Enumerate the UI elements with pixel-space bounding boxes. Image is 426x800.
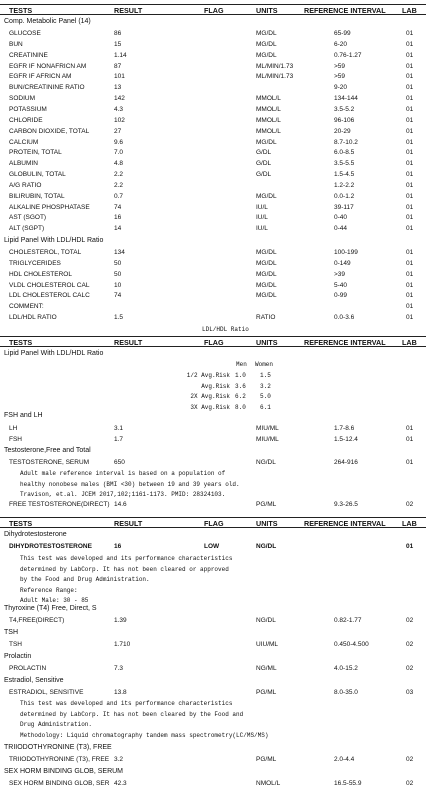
table-row xyxy=(0,117,426,127)
lab-code: 01 xyxy=(406,138,414,146)
lab-code: 01 xyxy=(406,116,414,124)
table-row xyxy=(0,292,426,302)
units-value: IU/L xyxy=(256,214,268,222)
lab-code: 01 xyxy=(406,51,414,59)
risk-men: 3.6 xyxy=(235,382,246,390)
section-title: TSH xyxy=(4,629,18,636)
reference-interval: 39-117 xyxy=(334,203,354,211)
table-row xyxy=(0,425,426,435)
section-title: Testosterone,Free and Total xyxy=(4,447,91,454)
result-value: 16 xyxy=(114,543,122,550)
header-lab: LAB xyxy=(402,338,417,347)
result-value: 3.2 xyxy=(114,756,124,763)
table-row xyxy=(0,314,426,324)
lab-code: 01 xyxy=(406,225,414,233)
note-line: This test was developed and its performance characteristics xyxy=(20,700,233,707)
result-value: 102 xyxy=(114,116,125,124)
reference-interval: 5-40 xyxy=(334,281,348,289)
section-title: TRIIODOTHYRONINE (T3), FREE xyxy=(4,744,112,751)
test-name: BILIRUBIN, TOTAL xyxy=(9,192,65,200)
table-header xyxy=(0,517,426,528)
units-value: PG/ML xyxy=(256,756,277,763)
result-value: 650 xyxy=(114,459,125,466)
result-value: 50 xyxy=(114,259,122,267)
units-value: NG/DL xyxy=(256,617,276,624)
reference-interval: 8.7-10.2 xyxy=(334,138,358,146)
result-value: 50 xyxy=(114,270,122,278)
note-line: Reference Range: xyxy=(20,586,78,594)
reference-interval: 2.0-4.4 xyxy=(334,756,355,763)
table-row xyxy=(0,160,426,170)
risk-label: 1/2 Avg.Risk xyxy=(186,372,230,379)
units-value: MIU/ML xyxy=(256,425,279,432)
risk-men: 6.2 xyxy=(235,393,246,400)
table-row xyxy=(0,73,426,83)
test-name: FREE TESTOSTERONE(DIRECT) xyxy=(9,501,110,508)
lab-code: 01 xyxy=(406,62,414,70)
reference-interval: 16.5-55.9 xyxy=(334,780,362,787)
section-title: SEX HORM BINDING GLOB, SERUM xyxy=(4,768,124,775)
units-value: MG/DL xyxy=(256,259,277,267)
note-line: Drug Administration. xyxy=(20,721,93,728)
test-name: DIHYDROTESTOSTERONE xyxy=(9,543,92,550)
result-value: 13.8 xyxy=(114,689,127,696)
test-name: T4,FREE(DIRECT) xyxy=(9,617,65,624)
test-name: POTASSIUM xyxy=(9,105,47,113)
units-value: IU/L xyxy=(256,225,268,233)
reference-interval: 3.5-5.5 xyxy=(334,160,355,168)
note-line: by the Food and Drug Administration. xyxy=(20,576,150,583)
result-value: 14 xyxy=(114,225,122,233)
test-name: BUN xyxy=(9,40,23,48)
result-value: 4.3 xyxy=(114,105,124,113)
test-name: FSH xyxy=(9,436,22,443)
units-value: MMOL/L xyxy=(256,116,281,124)
units-value: NG/ML xyxy=(256,665,277,672)
header-units: UNITS xyxy=(256,6,278,15)
reference-interval: 100-199 xyxy=(334,249,358,256)
units-value: RATIO xyxy=(256,314,276,322)
test-name: ALKALINE PHOSPHATASE xyxy=(9,203,90,211)
test-name: CALCIUM xyxy=(9,138,39,146)
table-row xyxy=(0,225,426,235)
test-name: EGFR IF NONAFRICN AM xyxy=(9,62,87,70)
reference-interval: 0.0-1.2 xyxy=(334,192,355,200)
test-name: AST (SGOT) xyxy=(9,214,47,222)
reference-interval: 1.5-4.5 xyxy=(334,171,355,179)
note-line: determined by LabCorp. It has not been cleared by the Food and xyxy=(20,710,244,718)
test-name: SODIUM xyxy=(9,95,35,103)
table-row xyxy=(0,282,426,292)
reference-interval: 0.450-4.500 xyxy=(334,641,369,648)
lab-code: 01 xyxy=(406,171,414,179)
reference-interval: 8.0-35.0 xyxy=(334,689,358,696)
units-value: MG/DL xyxy=(256,249,277,256)
table-row xyxy=(0,303,426,313)
table-row xyxy=(0,756,426,766)
units-value: NG/DL xyxy=(256,459,276,466)
units-value: MG/DL xyxy=(256,292,277,300)
units-value: MG/DL xyxy=(256,281,277,289)
result-value: 74 xyxy=(114,203,122,211)
section-title: Estradiol, Sensitive xyxy=(4,677,64,684)
units-value: MG/DL xyxy=(256,192,277,200)
lab-code: 01 xyxy=(406,149,414,157)
reference-interval: >59 xyxy=(334,62,346,70)
table-row xyxy=(0,84,426,94)
result-value: 1.39 xyxy=(114,617,127,624)
result-value: 0.7 xyxy=(114,192,124,200)
test-name: CARBON DIOXIDE, TOTAL xyxy=(9,127,90,135)
lab-code: 01 xyxy=(406,181,414,189)
lab-code: 01 xyxy=(406,543,414,550)
table-row xyxy=(0,139,426,149)
test-name: A/G RATIO xyxy=(9,181,42,189)
header-lab: LAB xyxy=(402,519,417,528)
test-name: VLDL CHOLESTEROL CAL xyxy=(9,281,90,289)
lab-code: 01 xyxy=(406,40,414,48)
test-name: ALT (SGPT) xyxy=(9,225,45,233)
flag-value: LOW xyxy=(204,543,220,550)
header-flag: FLAG xyxy=(204,519,224,528)
test-name: GLUCOSE xyxy=(9,30,41,37)
table-row xyxy=(0,665,426,675)
table-row xyxy=(0,193,426,203)
note-line: healthy nonobese males (BMI <30) between 19 and 39 years old. xyxy=(20,480,240,488)
result-value: 14.6 xyxy=(114,501,127,508)
result-value: 87 xyxy=(114,62,122,70)
test-name: CREATININE xyxy=(9,51,48,59)
units-value: NMOL/L xyxy=(256,780,281,787)
reference-interval: 134-144 xyxy=(334,95,358,103)
risk-women: 6.1 xyxy=(260,403,271,411)
reference-interval: >59 xyxy=(334,73,346,81)
test-name: TRIGLYCERIDES xyxy=(9,259,61,267)
section-title: Lipid Panel With LDL/HDL Ratio xyxy=(4,350,104,357)
header-lab: LAB xyxy=(402,6,417,15)
reference-interval: 4.0-15.2 xyxy=(334,665,358,672)
units-value: NG/DL xyxy=(256,543,277,550)
header-flag: FLAG xyxy=(204,6,224,15)
reference-interval: 0-149 xyxy=(334,259,351,267)
table-row xyxy=(0,780,426,790)
table-row xyxy=(0,95,426,105)
section-title: Thyroxine (T4) Free, Direct, S xyxy=(4,605,97,612)
result-value: 7.0 xyxy=(114,149,124,157)
risk-women: 1.5 xyxy=(260,372,271,379)
lab-code: 02 xyxy=(406,617,414,624)
header-result: RESULT xyxy=(114,338,143,347)
units-value: MIU/ML xyxy=(256,436,279,443)
ldl-hdl-caption: LDL/HDL Ratio xyxy=(202,326,249,333)
test-name: SEX HORM BINDING GLOB, SER xyxy=(9,780,110,787)
header-result: RESULT xyxy=(114,6,143,15)
units-value: MMOL/L xyxy=(256,127,281,135)
test-name: TRIIODOTHYRONINE (T3), FREE xyxy=(9,756,110,763)
risk-men: 1.0 xyxy=(235,372,246,379)
header-units: UNITS xyxy=(256,519,278,528)
units-value: G/DL xyxy=(256,171,272,179)
units-value: MG/DL xyxy=(256,270,277,278)
table-row xyxy=(0,106,426,116)
units-value: ML/MIN/1.73 xyxy=(256,62,294,70)
reference-interval: 0-40 xyxy=(334,214,348,222)
table-header xyxy=(0,4,426,15)
lab-code: 01 xyxy=(406,160,414,168)
header-result: RESULT xyxy=(114,519,143,528)
test-name: TESTOSTERONE, SERUM xyxy=(9,459,90,466)
lab-code: 02 xyxy=(406,780,414,787)
lab-code: 03 xyxy=(406,689,414,696)
note-line: Adult Male: 30 - 85 xyxy=(20,597,89,604)
table-row xyxy=(0,459,426,469)
table-header xyxy=(0,336,426,347)
test-name: EGFR IF AFRICN AM xyxy=(9,73,72,81)
test-name: LDL/HDL RATIO xyxy=(9,314,57,322)
lab-code: 01 xyxy=(406,127,414,135)
result-value: 4.8 xyxy=(114,160,124,168)
units-value: G/DL xyxy=(256,160,272,168)
test-name: LH xyxy=(9,425,18,432)
table-row xyxy=(0,214,426,224)
note-line: Methodology: Liquid chromatography tandem mass spectrometry(LC/MS/MS) xyxy=(20,731,269,739)
units-value: PG/ML xyxy=(256,689,277,696)
table-row xyxy=(0,182,426,192)
table-row xyxy=(0,204,426,214)
risk-label: Avg.Risk xyxy=(201,382,230,390)
risk-header-men: Men xyxy=(236,361,247,368)
lab-code: 01 xyxy=(406,105,414,113)
reference-interval: 65-99 xyxy=(334,30,351,37)
reference-interval: 20-29 xyxy=(334,127,351,135)
header-ref: REFERENCE INTERVAL xyxy=(304,519,386,528)
lab-code: 01 xyxy=(406,203,414,211)
section-title: Comp. Metabolic Panel (14) xyxy=(4,18,91,25)
reference-interval: 264-916 xyxy=(334,459,358,466)
lab-code: 01 xyxy=(406,425,414,432)
result-value: 74 xyxy=(114,292,122,300)
header-tests: TESTS xyxy=(9,6,33,15)
section-title: Prolactin xyxy=(4,653,32,660)
reference-interval: 1.2-2.2 xyxy=(334,181,355,189)
result-value: 9.6 xyxy=(114,138,124,146)
lab-code: 01 xyxy=(406,95,414,103)
result-value: 1.7 xyxy=(114,436,124,443)
table-row xyxy=(0,41,426,51)
result-value: 101 xyxy=(114,73,125,81)
lab-code: 01 xyxy=(406,459,414,466)
result-value: 10 xyxy=(114,281,122,289)
lab-code: 01 xyxy=(406,436,414,443)
risk-women: 5.0 xyxy=(260,393,271,400)
test-name: TSH xyxy=(9,641,22,648)
result-value: 13 xyxy=(114,84,122,92)
lab-code: 01 xyxy=(406,259,414,267)
test-name: CHOLESTEROL, TOTAL xyxy=(9,249,82,256)
table-row xyxy=(0,641,426,651)
reference-interval: 1.7-8.6 xyxy=(334,425,355,432)
reference-interval: 3.5-5.2 xyxy=(334,105,355,113)
risk-label: 3X Avg.Risk xyxy=(190,403,230,411)
lab-code: 01 xyxy=(406,292,414,300)
lab-code: 01 xyxy=(406,249,414,256)
units-value: MG/DL xyxy=(256,138,277,146)
test-name: BUN/CREATININE RATIO xyxy=(9,84,85,92)
reference-interval: 1.5-12.4 xyxy=(334,436,358,443)
note-line: This test was developed and its performance characteristics xyxy=(20,555,233,562)
reference-interval: 0-99 xyxy=(334,292,348,300)
reference-interval: 0-44 xyxy=(334,225,348,233)
result-value: 27 xyxy=(114,127,122,135)
result-value: 1.710 xyxy=(114,641,131,648)
header-ref: REFERENCE INTERVAL xyxy=(304,338,386,347)
table-row xyxy=(0,171,426,181)
lab-code: 01 xyxy=(406,192,414,200)
table-row xyxy=(0,436,426,446)
reference-interval: >39 xyxy=(334,270,346,278)
table-row xyxy=(0,149,426,159)
reference-interval: 0.76-1.27 xyxy=(334,51,362,59)
result-value: 7.3 xyxy=(114,665,124,672)
section-title: Dihydrotestosterone xyxy=(4,531,67,538)
units-value: ML/MIN/1.73 xyxy=(256,73,294,81)
header-tests: TESTS xyxy=(9,338,33,347)
units-value: G/DL xyxy=(256,149,272,157)
note-line: Travison, et.al. JCEM 2017,102;1161-1173. PMID: 28324103. xyxy=(20,491,226,498)
risk-header-women: Women xyxy=(255,361,274,368)
units-value: MG/DL xyxy=(256,51,277,59)
table-row xyxy=(0,128,426,138)
result-value: 42.3 xyxy=(114,780,127,787)
lab-code: 01 xyxy=(406,214,414,222)
test-name: ESTRADIOL, SENSITIVE xyxy=(9,689,84,696)
reference-interval: 96-106 xyxy=(334,116,355,124)
units-value: UIU/ML xyxy=(256,641,279,648)
lab-code: 02 xyxy=(406,665,414,672)
note-line: Adult male reference interval is based on a population of xyxy=(20,470,226,477)
result-value: 1.14 xyxy=(114,51,127,59)
reference-interval: 6-20 xyxy=(334,40,348,48)
test-name: PROLACTIN xyxy=(9,665,47,672)
lab-code: 01 xyxy=(406,281,414,289)
units-value: MMOL/L xyxy=(256,95,281,103)
result-value: 3.1 xyxy=(114,425,124,432)
result-value: 86 xyxy=(114,30,122,37)
test-name: LDL CHOLESTEROL CALC xyxy=(9,292,90,300)
result-value: 142 xyxy=(114,95,125,103)
test-name: PROTEIN, TOTAL xyxy=(9,149,62,157)
units-value: MG/DL xyxy=(256,30,277,37)
lab-code: 01 xyxy=(406,270,414,278)
table-row xyxy=(0,249,426,259)
lab-code: 02 xyxy=(406,641,414,648)
table-row xyxy=(0,617,426,627)
table-row xyxy=(0,63,426,73)
table-row xyxy=(0,689,426,699)
units-value: MG/DL xyxy=(256,40,277,48)
table-row xyxy=(0,271,426,281)
test-name: COMMENT: xyxy=(9,303,44,311)
units-value: MMOL/L xyxy=(256,105,281,113)
lab-code: 01 xyxy=(406,314,414,322)
table-row xyxy=(0,501,426,511)
lab-code: 02 xyxy=(406,501,414,508)
test-name: ALBUMIN xyxy=(9,160,38,168)
result-value: 134 xyxy=(114,249,125,256)
risk-women: 3.2 xyxy=(260,382,271,390)
result-value: 1.5 xyxy=(114,314,124,322)
result-value: 2.2 xyxy=(114,181,124,189)
table-row xyxy=(0,260,426,270)
risk-label: 2X Avg.Risk xyxy=(190,393,230,400)
header-tests: TESTS xyxy=(9,519,33,528)
result-value: 2.2 xyxy=(114,171,124,179)
reference-interval: 0.0-3.6 xyxy=(334,314,355,322)
lab-code: 01 xyxy=(406,303,414,311)
header-flag: FLAG xyxy=(204,338,224,347)
note-line: determined by LabCorp. It has not been cleared or approved xyxy=(20,565,229,573)
reference-interval: 6.0-8.5 xyxy=(334,149,355,157)
header-ref: REFERENCE INTERVAL xyxy=(304,6,386,15)
reference-interval: 9.3-26.5 xyxy=(334,501,358,508)
result-value: 15 xyxy=(114,40,122,48)
lab-code: 01 xyxy=(406,30,414,37)
test-name: CHLORIDE xyxy=(9,116,43,124)
header-units: UNITS xyxy=(256,338,278,347)
table-row xyxy=(0,52,426,62)
reference-interval: 0.82-1.77 xyxy=(334,617,362,624)
test-name: HDL CHOLESTEROL xyxy=(9,270,72,278)
result-value: 16 xyxy=(114,214,122,222)
table-row xyxy=(0,30,426,40)
table-row xyxy=(0,543,426,553)
lab-code: 01 xyxy=(406,73,414,81)
section-title: Lipid Panel With LDL/HDL Ratio xyxy=(4,237,104,244)
units-value: PG/ML xyxy=(256,501,277,508)
reference-interval: 9-20 xyxy=(334,84,348,92)
lab-code: 01 xyxy=(406,84,414,92)
risk-men: 8.0 xyxy=(235,403,246,411)
test-name: GLOBULIN, TOTAL xyxy=(9,171,66,179)
lab-code: 02 xyxy=(406,756,414,763)
units-value: IU/L xyxy=(256,203,268,211)
section-title: FSH and LH xyxy=(4,412,43,419)
